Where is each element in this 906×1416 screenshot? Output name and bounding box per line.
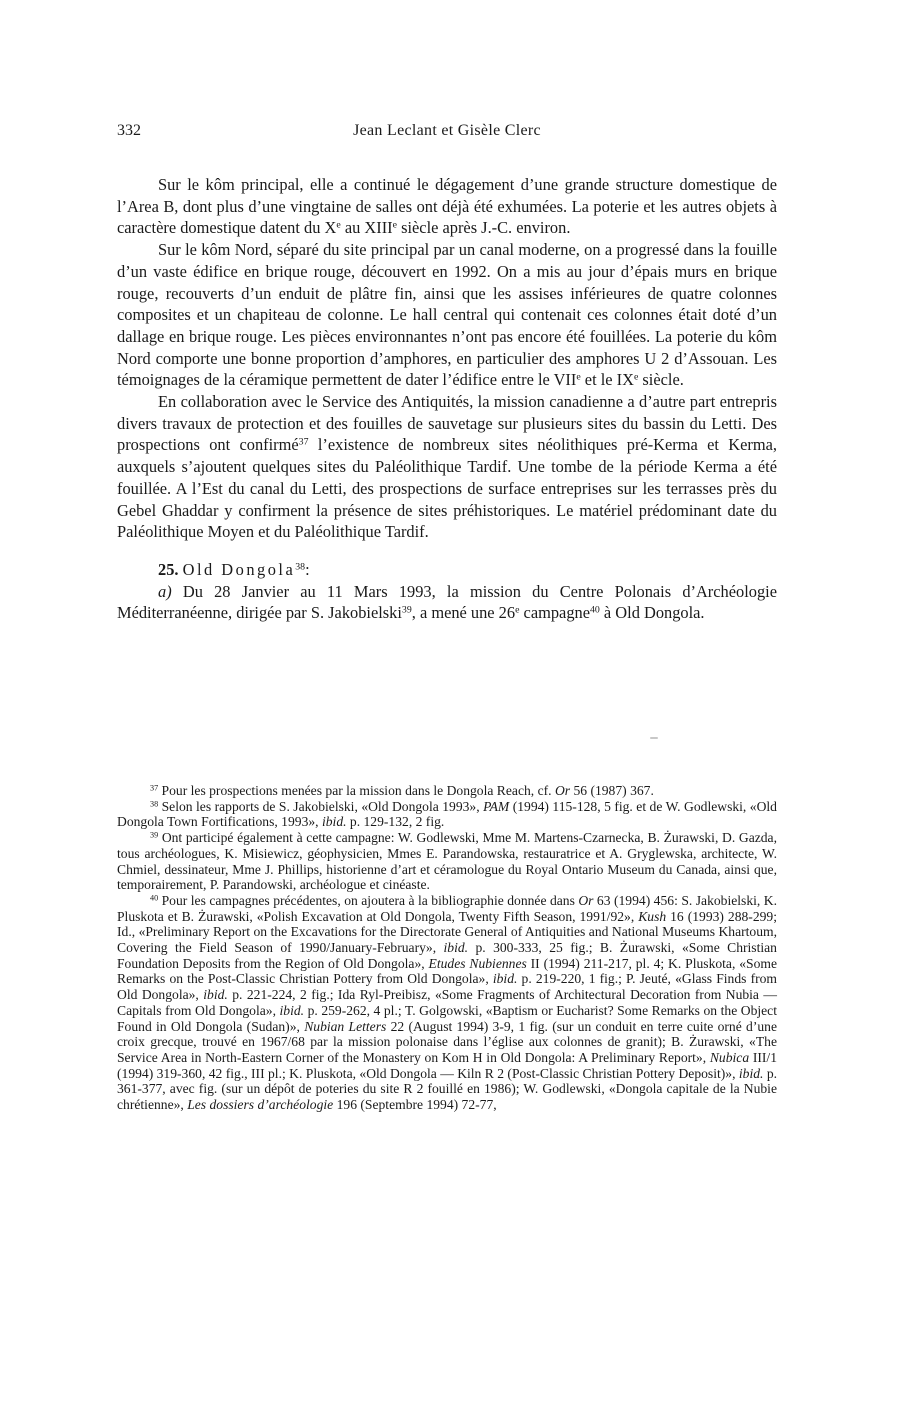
main-text — [117, 174, 777, 624]
running-title: Jean Leclant et Gisèle Clerc — [353, 122, 541, 139]
footnote-38: $^{38}$ Selon les rapports de S. Jakobielski, «Old Dongola 1993», PAM (1994) 115-128, 5 fig. et de W. Godlewski, «Old Dongola Town Fortifications, 1993», ibid. p. 129-132, 2 fig. — [117, 798, 777, 830]
footnote-39: $^{39}$ Ont participé également à cette campagne: W. Godlewski, Mme M. Martens-Czarnecka, B. Żurawski, D. Gazda, tous archéologues, K. Misiewicz, géophysicien, Mmes E. Parandowska, restauratrice et A. Gryglewska, architecte, W. Chmiel, dessinateur, Mme J. Phillips, historienne d’art et céramologue du Royal Ontario Museum du Canada, ainsi que, temporairement, P. Parandowski, archéologue et cinéaste. — [117, 830, 777, 893]
footnotes — [117, 783, 777, 1113]
section-heading — [117, 559, 777, 581]
item-label: a) — [158, 581, 172, 601]
footnote-40: $^{40}$ Pour les campagnes précédentes, on ajoutera à la bibliographie donnée dans Or 63 (1994) 456: S. Jakobielski, K. Pluskota et B. Żurawski, «Polish Excavation at Old Dongola, Twenty Fifth Season, 1991/92», Kush 16 (1993) 288-299; Id., «Preliminary Report on the Excavations for the Directorate General of Antiquities and National Museums Khartoum, Covering the Field Season of 1990/January-February», ibid. p. 300-333, 25 fig.; B. Żurawski, «Some Christian Foundation Deposits from the Region of Old Dongola», Etudes Nubiennes II (1994) 211-217, pl. 4; K. Pluskota, «Some Remarks on the Post-Classic Christian Pottery from Old Dongola», ibid. p. 219-220, 1 fig.; P. Jeuté, «Glass Finds from Old Dongola», ibid. p. 221-224, 2 fig.; Ida Ryl-Preibisz, «Some Fragments of Architectural Decoration from Nubia — Capitals from Old Dongola», ibid. p. 259-262, 4 pl.; T. Golgowski, «Baptism or Eucharist? Some Remarks on the Object Found in Old Dongola (Sudan)», Nubian Letters 22 (August 1994) 3-9, 1 fig. (sur un conduit en terre cuite orné d’une croix grecque, trouvé en 1967/68 par la mission polonaise dans l’église aux colonnes de granit); B. Żurawski, «The Service Area in North-Eastern Corner of the Monastery on Kom H in Old Dongola: A Preliminary Report», Nubica III/1 (1994) 319-360, 42 fig., III pl.; K. Pluskota, «Old Dongola — Kiln R 2 (Post-Classic Christian Pottery Deposit)», ibid. p. 361-377, avec fig. (sur un dépôt de poteries du site R 2 fouillé en 1986); W. Godlewski, «Dongola capitale de la Nubie chrétienne», Les dossiers d’archéologie 196 (Septembre 1994) 72-77, — [117, 892, 778, 1113]
running-header — [117, 122, 777, 146]
paragraph: Sur le kôm Nord, séparé du site principal par un canal moderne, on a progressé dans la fouille d’un vaste édifice en brique rouge, découvert en 1992. On a mis au jour d’épais murs en brique rouge, recouverts d’un enduit de plâtre fin, ainsi que les assises inférieures de quatre colonnes composites et un chapiteau de colonne. Le hall central qui contenait ces colonnes était doté d’un dallage en brique rouge. Les pièces environnantes n’ont pas encore été fouillées. La poterie du kôm Nord comporte une bonne proportion d’amphores, en particulier des amphores U 2 d’Assouan. Les témoignages de la céramique permettent de dater l’édifice entre le VIIe et le IXe siècle. — [117, 240, 777, 390]
paragraph: Sur le kôm principal, elle a continué le dégagement d’une grande structure domestique de l’Area B, dont plus d’une vingtaine de salles ont déjà été exhumées. La poterie et les autres objets à caractère domestique datent du Xe au XIIIe siècle après J.-C. environ. — [117, 175, 777, 238]
section-number: 25. — [158, 559, 179, 579]
page-number: 332 — [117, 122, 141, 139]
item-text: Du 28 Janvier au 11 Mars 1993, la mission du Centre Polonais d’Archéologie Méditerranéenne, dirigée par S. Jakobielski$^{39}$, a mené une 26e campagne$^{40}$ à Old Dongola. — [117, 581, 777, 623]
scan-mark — [650, 737, 658, 739]
paragraph: En collaboration avec le Service des Antiquités, la mission canadienne a d’autre part entrepris divers travaux de protection et des fouilles de sauvetage sur plusieurs sites du bassin du Letti. Des prospections ont confirmé$^{37}$ l’existence de nombreux sites néolithiques pré-Kerma et Kerma, auxquels s’ajoutent quelques sites du Paléolithique Tardif. Une tombe de la période Kerma a été fouillée. A l’Est du canal du Letti, des prospections de surface entreprises sur les terrasses près du Gebel Ghaddar y confirment la présence de sites préhistoriques. Le matériel prédominant date du Paléolithique Moyen et du Paléolithique Tardif. — [117, 392, 777, 542]
footnote-ref: 38 — [295, 561, 306, 573]
footnote-37: $^{37}$ Pour les prospections menées par la mission dans le Dongola Reach, cf. Or 56 (1987) 367. — [150, 783, 654, 798]
section-title: Old Dongola — [182, 559, 296, 579]
section-colon: : — [305, 559, 310, 579]
section-old-dongola — [117, 559, 777, 624]
section-item — [117, 581, 777, 624]
